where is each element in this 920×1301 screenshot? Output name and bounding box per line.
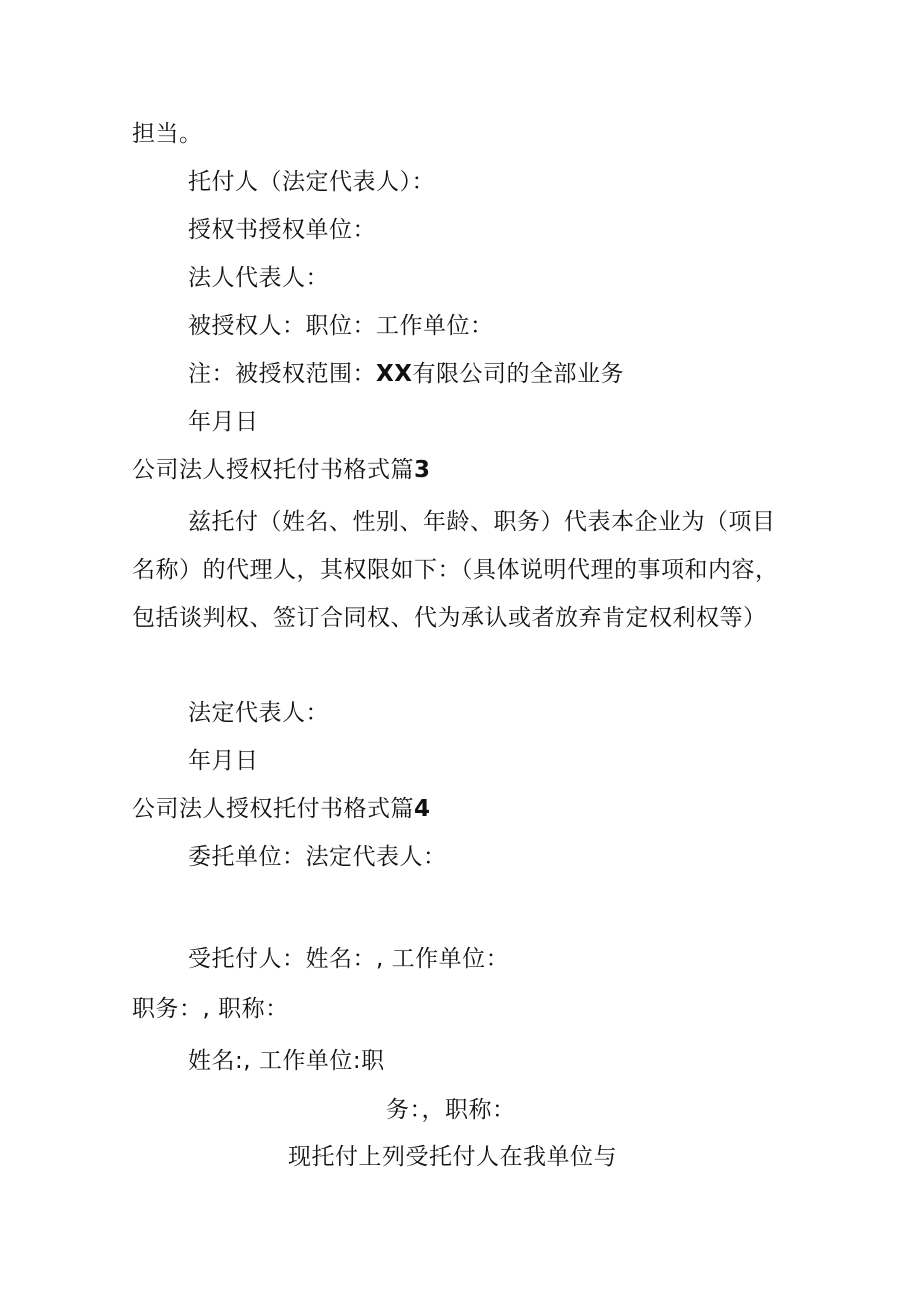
text-line: 职务：, 职称： bbox=[132, 996, 289, 1022]
date-line: 年月日 bbox=[188, 748, 259, 774]
text-line: 姓名:, 工作单位:职 bbox=[188, 1048, 385, 1074]
section-heading-number: 4 bbox=[414, 796, 431, 822]
scope-suffix: 有限公司的全部业务 bbox=[412, 361, 624, 387]
text-line: 授权书授权单位： bbox=[188, 217, 376, 243]
scope-prefix: 注：被授权范围： bbox=[188, 361, 376, 387]
section-heading bbox=[132, 793, 431, 825]
scope-line bbox=[188, 358, 624, 390]
authorization-paragraph bbox=[132, 498, 797, 642]
authorization-text: 兹托付（姓名、性别、年龄、职务）代表本企业为（项目名称）的代理人，其权限如下：（具体说明代理的事项和内容，包括谈判权、签订合同权、代为承认或者放弃肯定权利权等） bbox=[132, 509, 779, 631]
text-line: 委托单位：法定代表人： bbox=[188, 844, 447, 870]
text-line: 务：，职称： bbox=[386, 1097, 516, 1123]
date-line: 年月日 bbox=[188, 409, 259, 435]
text-line: 法人代表人： bbox=[188, 265, 329, 291]
text-line: 担当。 bbox=[132, 121, 203, 147]
section-heading-text: 公司法人授权托付书格式篇 bbox=[132, 457, 414, 483]
section-heading-text: 公司法人授权托付书格式篇 bbox=[132, 796, 414, 822]
text-line: 法定代表人： bbox=[188, 700, 329, 726]
text-line: 现托付上列受托付人在我单位与 bbox=[288, 1144, 617, 1170]
text-line: 受托付人：姓名：, 工作单位： bbox=[188, 946, 510, 972]
section-heading-number: 3 bbox=[414, 457, 431, 483]
section-heading bbox=[132, 454, 431, 486]
scope-company-placeholder: XX bbox=[376, 361, 413, 387]
text-line: 被授权人：职位：工作单位： bbox=[188, 313, 494, 339]
text-line: 托付人（法定代表人）： bbox=[188, 169, 435, 195]
